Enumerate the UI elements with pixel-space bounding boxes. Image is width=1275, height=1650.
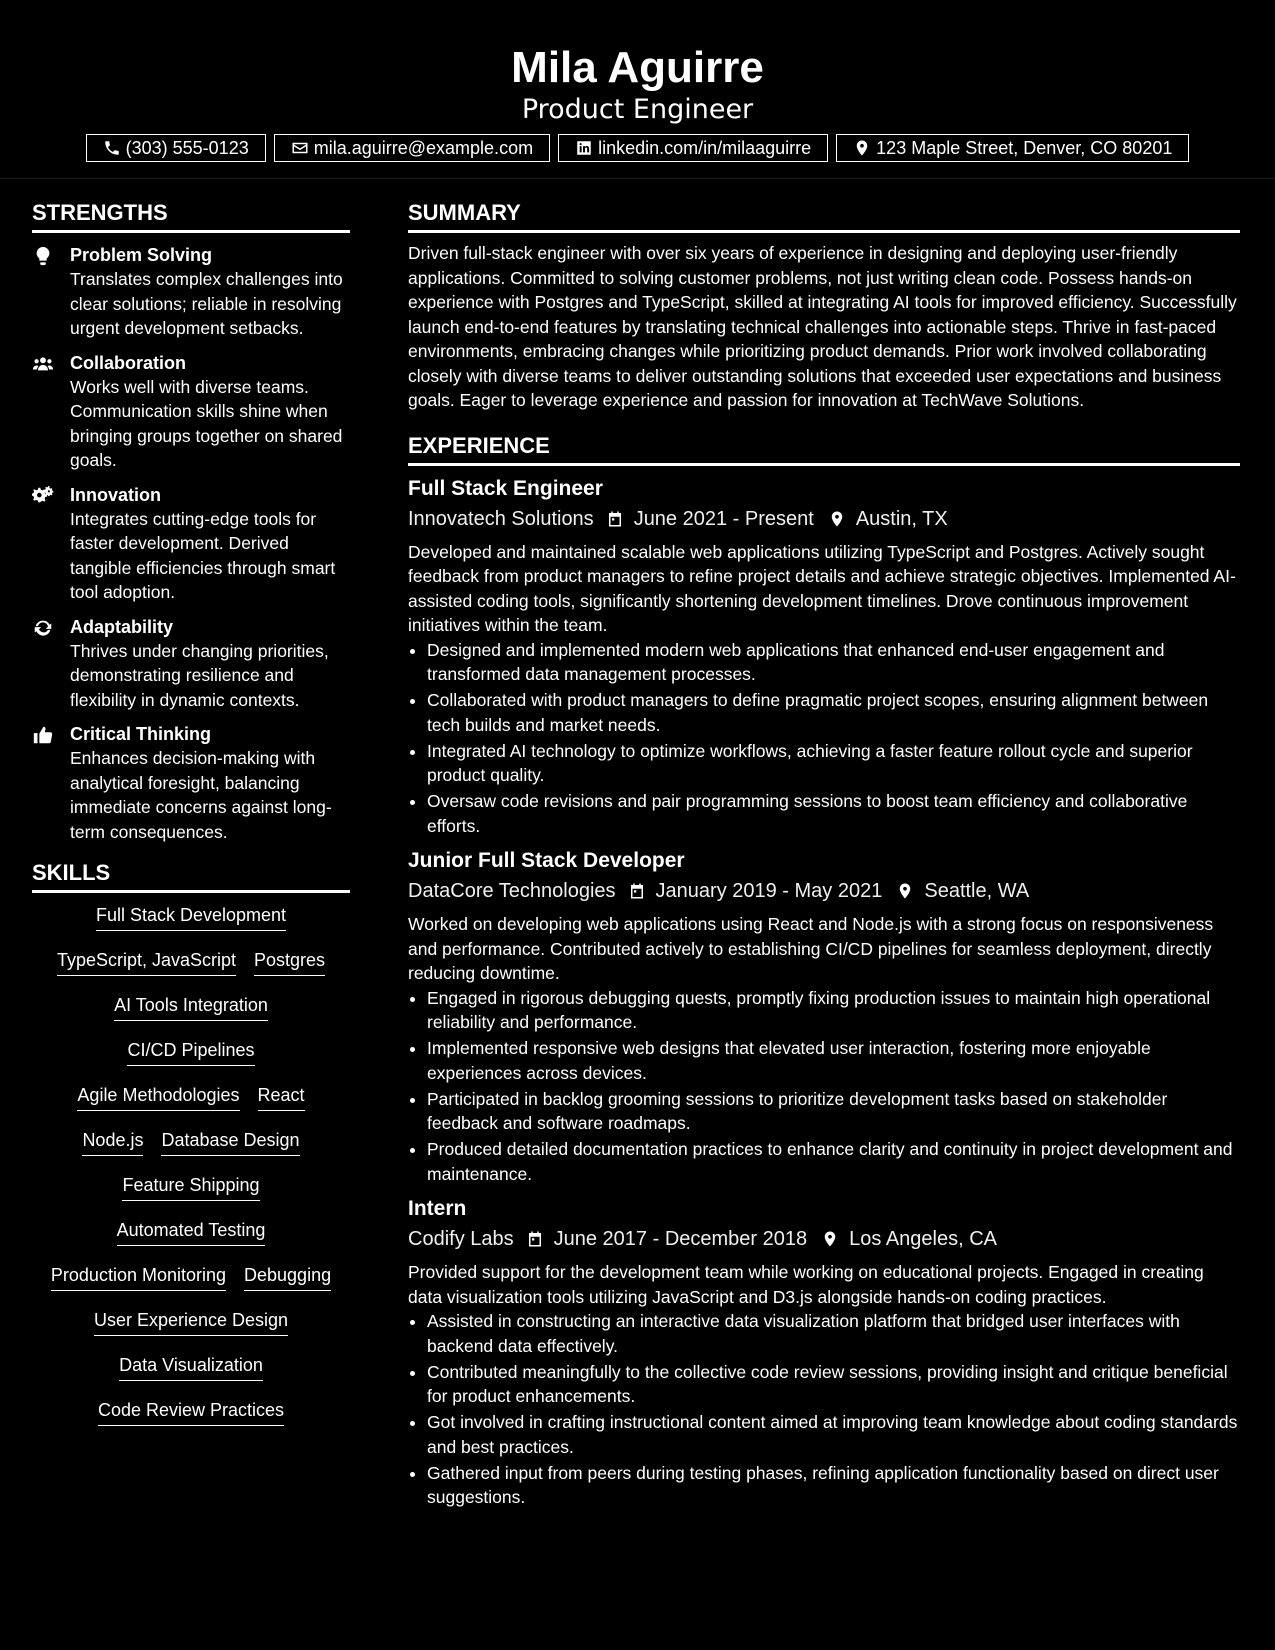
strength-item (32, 722, 350, 844)
contact-email-text: mila.aguirre@example.com (313, 137, 534, 158)
map-pin-icon (853, 139, 871, 157)
skill-tag: Database Design (161, 1128, 299, 1156)
job-bullet: • Participated in backlog grooming sessions to prioritize development tasks based on stakeholder feedback and software roadmaps. (427, 1087, 1240, 1136)
contact-address (836, 134, 1189, 162)
job-bullet: • Produced detailed documentation practices to enhance clarity and continuity in project development and maintenance. (427, 1137, 1240, 1186)
skill-tag: Postgres (254, 948, 325, 976)
strength-name: Collaboration (70, 352, 186, 373)
skills-section (32, 856, 350, 1443)
job-bullet: • Oversaw code revisions and pair programming sessions to boost team efficiency and collaborative efforts. (427, 789, 1240, 838)
job-company: Innovatech Solutions (408, 507, 594, 530)
strength-desc: Enhances decision-making with analytical foresight, balancing immediate concerns against long-term consequences. (70, 748, 332, 842)
phone-icon (103, 139, 121, 157)
job-title: Intern (408, 1197, 467, 1220)
contact-bar (0, 134, 1275, 162)
job-company: DataCore Technologies (408, 880, 616, 902)
job-title: Full Stack Engineer (408, 476, 603, 500)
skill-tag: Full Stack Development (96, 903, 286, 931)
contact-linkedin-text: linkedin.com/in/milaaguirre (598, 137, 812, 158)
strength-desc: Works well with diverse teams. Communication skills shine when bringing groups together on shared goals. (70, 376, 343, 470)
skill-tag: User Experience Design (94, 1308, 288, 1336)
strength-desc: Integrates cutting-edge tools for faster development. Derived tangible efficiencies through smart tool adoption. (70, 508, 336, 602)
job-bullet: • Designed and implemented modern web applications that enhanced end-user engagement and transformed data management processes. (427, 638, 1240, 687)
strength-item (32, 615, 350, 713)
summary-heading: SUMMARY (408, 196, 1240, 233)
job-bullet: • Contributed meaningfully to the collective code review sessions, providing insight and critique beneficial for product enhancements. (427, 1360, 1240, 1409)
job-dates: January 2019 - May 2021 (655, 880, 883, 902)
job-bullet: • Implemented responsive web designs that elevated user interaction, fostering more enjoyable experiences across devices. (427, 1036, 1240, 1085)
strength-name: Critical Thinking (70, 724, 212, 744)
lightbulb-icon (32, 245, 54, 267)
skill-tag: Feature Shipping (122, 1173, 259, 1201)
envelope-icon (291, 139, 309, 157)
job-description: Worked on developing web applications using React and Node.js with a strong focus on responsiveness and performance. Contributed actively to establishing CI/CD pipelines for seamless deployment, directly reducing downtime. (408, 914, 1214, 983)
right-column (408, 196, 1240, 1511)
skill-tag: Production Monitoring (51, 1263, 226, 1291)
summary-section (408, 196, 1240, 413)
job-bullet: • Integrated AI technology to optimize workflows, achieving a faster feature rollout cycle and superior product quality. (427, 739, 1240, 788)
skill-tag: Agile Methodologies (77, 1083, 239, 1111)
skill-tag: Code Review Practices (98, 1398, 284, 1426)
calendar-icon (628, 882, 646, 900)
strength-item (32, 483, 350, 605)
summary-text: Driven full-stack engineer with over six years of experience in designing and deploying user-friendly applications. Committed to solving customer problems, not just writing clean code. Possess hands-on experience with Postgres and TypeScript, skilled at integrating AI tools for improved efficiency. Successfully launch end-to-end features by translating technical challenges into actionable steps. Thrive in fast-paced environments, embracing changes while prioritizing product demands. Prior work involved collaborating closely with diverse teams to deliver outstanding solutions that exceeded user expectations and business goals. Eager to leverage experience and passion for innovation at TechWave Solutions. (408, 243, 1237, 410)
job-dates: June 2017 - December 2018 (553, 1228, 808, 1250)
skill-tag: CI/CD Pipelines (127, 1038, 254, 1066)
job-location: Seattle, WA (924, 880, 1030, 902)
job-description: Provided support for the development team while working on educational projects. Engaged in creating data visualization tools utilizing JavaScript and D3.js alongside hands-on coding practices. (408, 1262, 1204, 1307)
candidate-name: Mila Aguirre (511, 43, 764, 92)
job-entry (408, 846, 1240, 1186)
skill-tag: Node.js (82, 1128, 143, 1156)
job-bullet: • Engaged in rigorous debugging quests, promptly fixing production issues to maintain high operational reliability and performance. (427, 986, 1240, 1035)
job-meta (408, 876, 1240, 906)
strength-name: Problem Solving (70, 245, 213, 265)
skill-tag: Automated Testing (117, 1218, 266, 1246)
strength-item (32, 351, 350, 473)
calendar-icon (606, 510, 624, 528)
header-divider (0, 178, 1275, 179)
strengths-heading: STRENGTHS (32, 196, 350, 233)
job-description: Developed and maintained scalable web applications utilizing TypeScript and Postgres. Actively sought feedback from product managers to refine project details and achieve strategic objectives. Implemented AI-assisted coding tools, significantly shortening development timelines. Drove continuous improvement initiatives within the team. (408, 541, 1236, 635)
sync-icon (32, 617, 54, 639)
calendar-icon (526, 1230, 544, 1248)
skill-tag: TypeScript, JavaScript (57, 948, 236, 976)
skill-tag: Debugging (244, 1263, 331, 1291)
contact-address-text: 123 Maple Street, Denver, CO 80201 (876, 137, 1173, 158)
job-bullet: • Collaborated with product managers to define pragmatic project scopes, ensuring alignment between tech builds and market needs. (427, 688, 1240, 737)
job-bullets (408, 1309, 1240, 1510)
job-meta (408, 504, 1240, 534)
job-bullets (408, 986, 1240, 1187)
linkedin-icon (575, 139, 593, 157)
map-pin-icon (821, 1230, 839, 1248)
strengths-section (32, 196, 350, 844)
job-dates: June 2021 - Present (633, 507, 814, 530)
job-bullet: • Assisted in constructing an interactive data visualization platform that bridged user interfaces with backend data effectively. (427, 1309, 1240, 1358)
job-location: Los Angeles, CA (849, 1228, 997, 1250)
experience-heading: EXPERIENCE (408, 429, 1240, 466)
skills-heading: SKILLS (32, 856, 350, 893)
users-icon (32, 353, 54, 375)
strength-name: Innovation (70, 484, 161, 505)
contact-email[interactable] (274, 134, 550, 162)
candidate-title: Product Engineer (521, 94, 754, 125)
cogs-icon (32, 485, 54, 507)
contact-phone[interactable] (86, 134, 266, 162)
contact-linkedin[interactable] (558, 134, 828, 162)
strength-desc: Translates complex challenges into clear solutions; reliable in resolving urgent development setbacks. (70, 269, 343, 338)
contact-phone-text: (303) 555-0123 (125, 137, 249, 158)
skills-list (32, 903, 350, 1443)
job-bullet: • Gathered input from peers during testing phases, refining application functionality based on direct user suggestions. (427, 1461, 1240, 1510)
strength-item (32, 243, 350, 341)
skill-tag: React (258, 1083, 305, 1111)
resume-header (0, 0, 1275, 162)
job-company: Codify Labs (408, 1228, 514, 1250)
map-pin-icon (828, 510, 846, 528)
job-meta (408, 1224, 1240, 1254)
job-bullets (408, 638, 1240, 839)
job-location: Austin, TX (855, 507, 948, 530)
strength-name: Adaptability (70, 616, 174, 637)
job-entry (408, 1194, 1240, 1510)
strength-desc: Thrives under changing priorities, demonstrating resilience and flexibility in dynamic contexts. (70, 640, 329, 710)
skill-tag: AI Tools Integration (114, 993, 268, 1021)
left-column (32, 196, 350, 1443)
job-entry (408, 474, 1240, 839)
map-pin-icon (896, 882, 914, 900)
job-title: Junior Full Stack Developer (408, 849, 685, 872)
thumbs-up-icon (32, 724, 54, 746)
job-bullet: • Got involved in crafting instructional content aimed at improving team knowledge about coding standards and best practices. (427, 1410, 1240, 1459)
experience-section (408, 429, 1240, 1510)
skill-tag: Data Visualization (119, 1353, 263, 1381)
